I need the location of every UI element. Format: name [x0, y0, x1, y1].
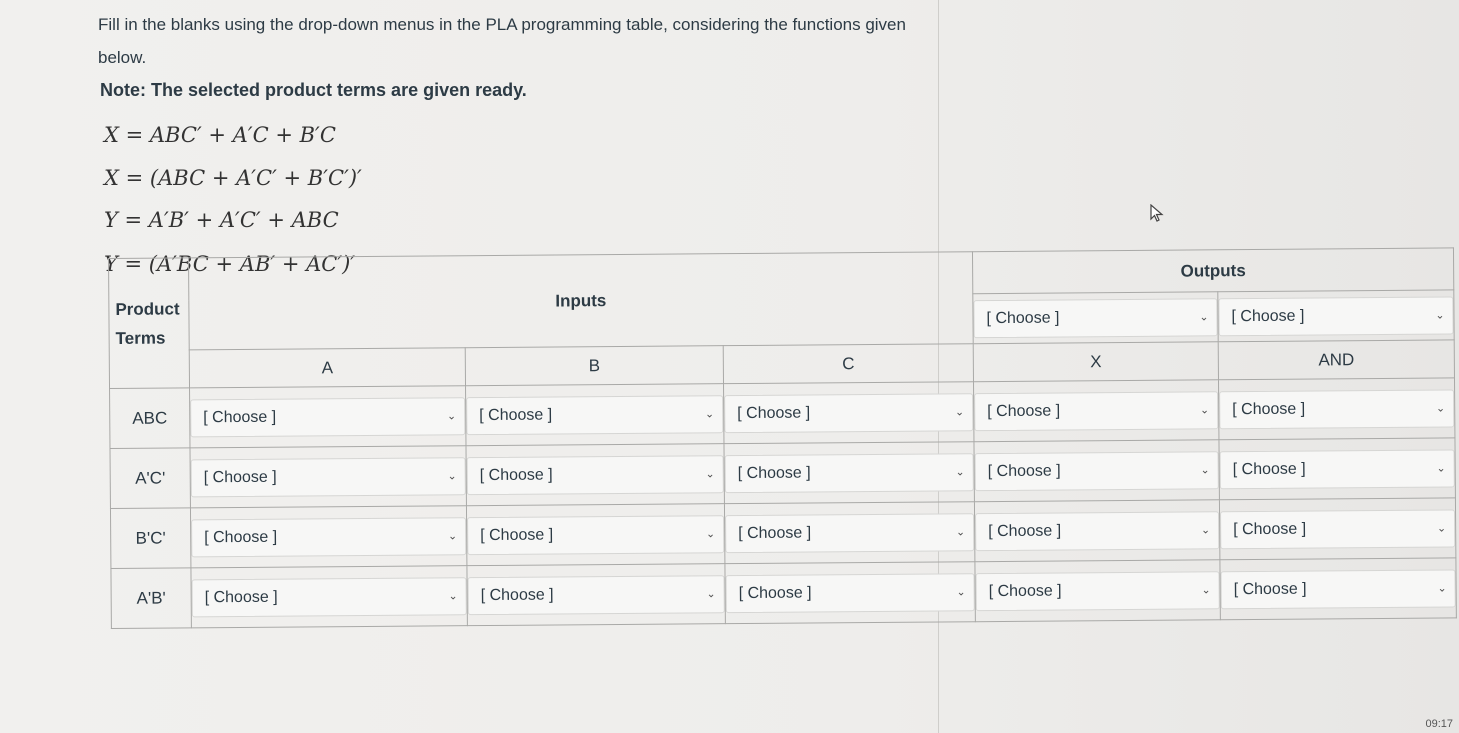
- chevron-down-icon: ⌄: [955, 526, 966, 539]
- chevron-down-icon: ⌄: [705, 528, 716, 541]
- chevron-down-icon: ⌄: [955, 466, 965, 479]
- chevron-down-icon: ⌄: [447, 470, 457, 483]
- column-header-b: B: [465, 346, 723, 386]
- chevron-down-icon: ⌄: [1199, 404, 1210, 417]
- dropdown-value: [ Choose ]: [479, 406, 553, 424]
- taskbar-tray: [1313, 715, 1459, 733]
- dropdown-ab-a[interactable]: [192, 577, 467, 617]
- taskbar-clock: 09:17: [1425, 718, 1453, 730]
- equation-4: Y = (A′BC + AB′ + AC′)′: [104, 252, 356, 276]
- product-term-cell: ABC: [110, 388, 190, 449]
- dropdown-value: [ Choose ]: [479, 466, 553, 484]
- chevron-down-icon: ⌄: [1200, 524, 1211, 537]
- chevron-down-icon: ⌄: [448, 590, 458, 603]
- dropdown-abc-and[interactable]: [1219, 389, 1454, 429]
- question-note: Note: The selected product terms are given ready.: [100, 80, 527, 100]
- table-row: [111, 558, 1456, 629]
- column-header-c: C: [723, 344, 973, 384]
- chevron-down-icon: ⌄: [705, 468, 715, 481]
- table-row: [110, 378, 1455, 449]
- dropdown-value: [ Choose ]: [480, 586, 554, 604]
- dropdown-bc-a[interactable]: [191, 517, 466, 557]
- output-and-header-cell: [1218, 290, 1454, 342]
- dropdown-value: [ Choose ]: [737, 403, 811, 422]
- dropdown-abc-x[interactable]: [974, 391, 1218, 431]
- dropdown-ac-c[interactable]: [725, 453, 974, 493]
- dropdown-ac-a[interactable]: [191, 457, 466, 497]
- dropdown-value: [ Choose ]: [737, 463, 811, 482]
- equation-2: X = (ABC + A′C′ + B′C′)′: [104, 166, 362, 190]
- product-term-cell: B'C': [110, 508, 190, 569]
- chevron-down-icon: ⌄: [1199, 311, 1209, 324]
- dropdown-ac-b[interactable]: [467, 455, 724, 495]
- chevron-down-icon: ⌄: [704, 408, 715, 421]
- dropdown-bc-x[interactable]: [975, 511, 1219, 551]
- dropdown-value: [ Choose ]: [203, 408, 277, 426]
- dropdown-value: [ Choose ]: [987, 462, 1061, 480]
- output-and-header-dropdown[interactable]: [1218, 296, 1453, 336]
- chevron-down-icon: ⌄: [447, 530, 458, 543]
- dropdown-bc-b[interactable]: [467, 515, 724, 555]
- column-header-and: AND: [1218, 340, 1454, 380]
- dropdown-value: [ Choose ]: [988, 582, 1062, 600]
- chevron-down-icon: ⌄: [954, 406, 965, 419]
- dropdown-value: [ Choose ]: [204, 588, 278, 606]
- dropdown-abc-c[interactable]: [724, 393, 973, 433]
- chevron-down-icon: ⌄: [1435, 309, 1445, 322]
- dropdown-value: [ Choose ]: [1233, 580, 1307, 598]
- dropdown-value: [ Choose ]: [1233, 520, 1307, 538]
- dropdown-bc-and[interactable]: [1220, 509, 1455, 549]
- equation-3: Y = A′B′ + A′C′ + ABC: [104, 208, 339, 232]
- product-term-cell: A'C': [110, 448, 190, 509]
- dropdown-ab-and[interactable]: [1221, 569, 1456, 609]
- dropdown-value: [ Choose ]: [204, 528, 278, 546]
- chevron-down-icon: ⌄: [1436, 462, 1446, 475]
- dropdown-ab-b[interactable]: [468, 575, 725, 615]
- dropdown-ac-and[interactable]: [1220, 449, 1455, 489]
- chevron-down-icon: ⌄: [1435, 402, 1446, 415]
- dropdown-value: [ Choose ]: [987, 402, 1061, 420]
- chevron-down-icon: ⌄: [1201, 584, 1211, 597]
- pla-programming-table: [108, 247, 1457, 629]
- chevron-down-icon: ⌄: [1200, 464, 1210, 477]
- dropdown-abc-b[interactable]: [466, 395, 723, 435]
- column-header-a: A: [189, 348, 465, 388]
- dropdown-value: [ Choose ]: [738, 583, 812, 602]
- column-header-x: X: [973, 342, 1218, 382]
- outputs-header: Outputs: [972, 248, 1453, 294]
- question-instructions: Fill in the blanks using the drop-down menus in the PLA programming table, considering the functions given below.: [98, 15, 906, 67]
- chevron-down-icon: ⌄: [706, 588, 716, 601]
- chevron-down-icon: ⌄: [446, 410, 457, 423]
- dropdown-value: [ Choose ]: [1232, 400, 1306, 418]
- dropdown-value: [ Choose ]: [986, 309, 1060, 327]
- chevron-down-icon: ⌄: [1436, 522, 1447, 535]
- dropdown-value: [ Choose ]: [203, 468, 277, 486]
- mouse-cursor-icon: [1150, 204, 1164, 222]
- dropdown-ab-c[interactable]: [726, 573, 975, 613]
- chevron-down-icon: ⌄: [956, 586, 966, 599]
- dropdown-ac-x[interactable]: [975, 451, 1219, 491]
- table-row: [110, 498, 1455, 569]
- pla-table-container: [108, 247, 1456, 673]
- dropdown-value: [ Choose ]: [1231, 307, 1305, 325]
- output-x-header-dropdown[interactable]: [973, 298, 1217, 338]
- dropdown-value: [ Choose ]: [480, 526, 554, 544]
- equation-1: X = ABC′ + A′C + B′C: [104, 123, 336, 147]
- dropdown-ab-x[interactable]: [976, 571, 1220, 611]
- output-x-header-cell: [973, 292, 1218, 344]
- dropdown-bc-c[interactable]: [725, 513, 974, 553]
- product-terms-header: Product Terms: [109, 258, 190, 389]
- table-row: [110, 438, 1455, 509]
- product-term-cell: A'B': [111, 568, 191, 629]
- dropdown-abc-a[interactable]: [190, 397, 465, 437]
- dropdown-value: [ Choose ]: [1232, 460, 1306, 478]
- dropdown-value: [ Choose ]: [988, 522, 1062, 540]
- chevron-down-icon: ⌄: [1437, 582, 1447, 595]
- dropdown-value: [ Choose ]: [738, 523, 812, 542]
- inputs-header: Inputs: [189, 252, 974, 350]
